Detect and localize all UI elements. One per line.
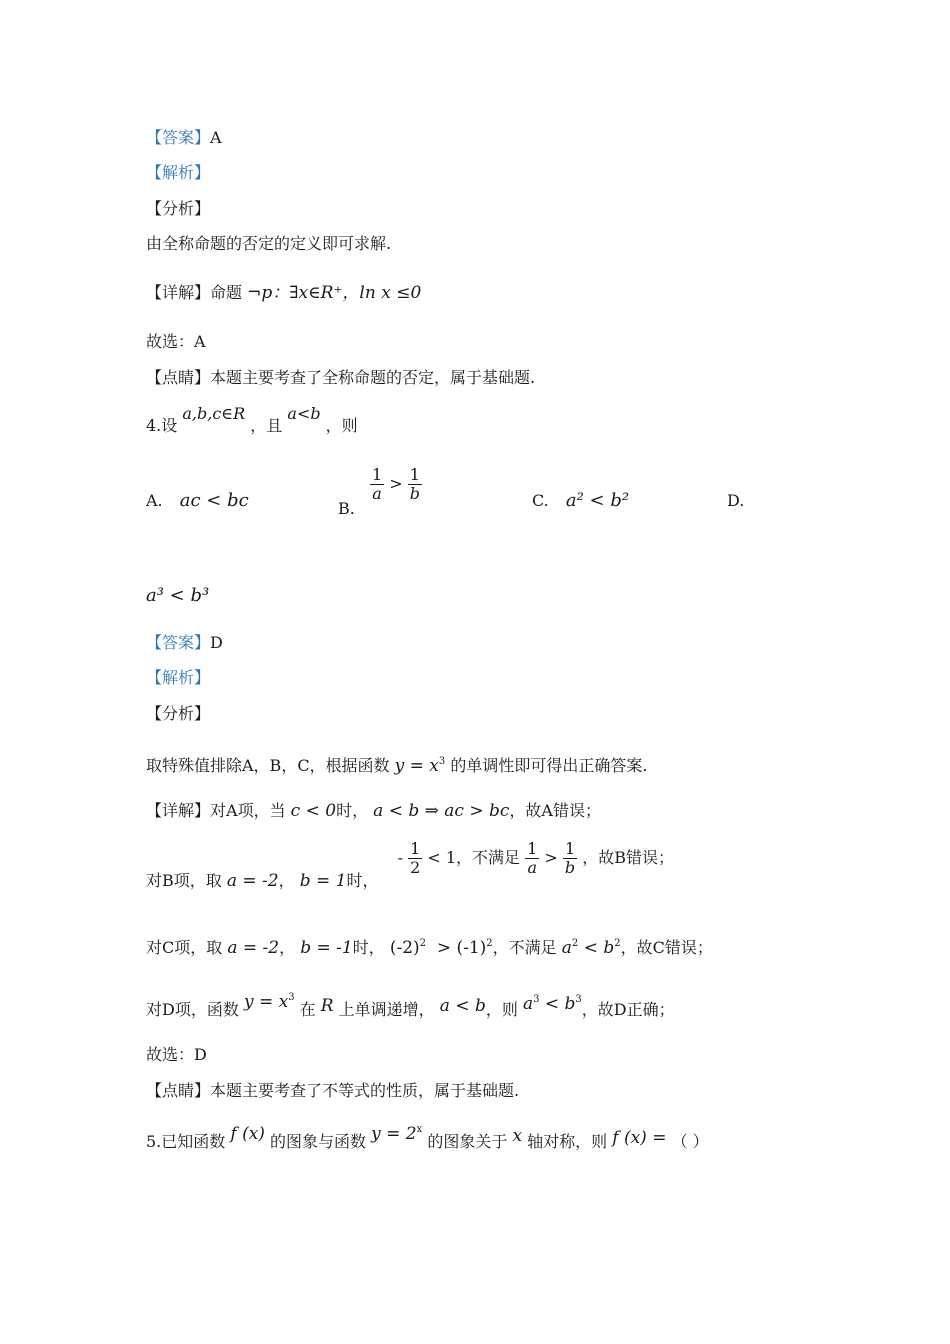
comment-tag: 【点睛】 <box>146 368 211 387</box>
option-b-frac-right: $\frac{1}{b}$ <box>409 465 420 503</box>
detail-b-line: 对B项，取 a = -2， b = 1时， - $\frac{1}{2}$ < 1，不满足 $\frac{1}{a}$ > $\frac{1}{b}$ ，故B错误； <box>146 839 675 891</box>
detail-a-line: 【详解】对A项，当 c < 0时， a < b ⇒ ac > bc，故A错误； <box>146 801 601 821</box>
q4-stem <box>146 404 358 436</box>
option-c <box>532 491 629 511</box>
detail-c-line: 对C项，取 a = -2， b = -1时， $(-2)^2 > (-1)^2$，不满足 $a^2 < b^2$，故C错误； <box>146 938 713 958</box>
choose-line-q3: 故选：A <box>146 332 206 351</box>
answer-tag: 【答案】 <box>146 128 211 147</box>
answer-value: D <box>210 633 223 652</box>
option-b-frac-left: $\frac{1}{a}$ <box>371 465 383 503</box>
comment-line-q3 <box>146 368 535 388</box>
detail-text: 命题 <box>210 283 243 302</box>
q4-prefix: 4.设 <box>146 416 178 435</box>
option-b-gt: > <box>389 474 403 493</box>
q4-mid: ，且 <box>250 416 283 435</box>
answer-line-q3 <box>146 128 222 148</box>
answer-line-q4 <box>146 633 223 653</box>
answer-value: A <box>210 128 222 147</box>
detail-tag: 【详解】 <box>146 283 211 302</box>
detail-tag-q4: 【详解】 <box>146 801 211 820</box>
detail-line-q3 <box>146 283 421 303</box>
option-d-label: D. <box>727 491 745 510</box>
choose-line-q4: 故选：D <box>146 1045 207 1064</box>
detail-math: ¬p：∃x∈R⁺，ln x ≤0 <box>247 283 422 303</box>
func-expr: $y = x^3$ <box>394 756 446 776</box>
option-c-expr: a² < b² <box>565 490 630 511</box>
q4-cond2: a<b <box>287 404 321 423</box>
q4-suffix: ，则 <box>325 416 358 435</box>
analysis-tag-q4: 【解析】 <box>146 668 211 687</box>
option-c-label: C. <box>532 491 549 510</box>
option-a-expr: ac < bc <box>179 490 249 511</box>
option-b <box>338 465 422 518</box>
fenxi-line-q4: 取特殊值排除A，B，C，根据函数 $y = x^3$ 的单调性即可得出正确答案. <box>146 756 648 776</box>
detail-d-line: 对D项，函数 $y = x^3$ 在 R 上单调递增， a < b，则 $a^3 < b^3$，故D正确； <box>146 992 675 1019</box>
answer-tag: 【答案】 <box>146 633 211 652</box>
option-b-label: B. <box>338 499 355 518</box>
fenxi-tag: 【分析】 <box>146 199 211 218</box>
fenxi-tag-q4: 【分析】 <box>146 704 211 723</box>
analysis-tag: 【解析】 <box>146 163 211 182</box>
comment-line-q4: 【点睛】本题主要考查了不等式的性质，属于基础题. <box>146 1081 520 1100</box>
fenxi-text: 由全称命题的否定的定义即可求解. <box>146 234 392 253</box>
option-d-expr: a³ < b³ <box>146 585 210 606</box>
q5-stem: 5.已知函数 f (x) 的图象与函数 $y = 2^x$ 的图象关于 x 轴对称，则 f (x) = （ ） <box>146 1124 709 1151</box>
option-a <box>146 491 249 511</box>
q4-cond1: a,b,c∈R <box>182 404 246 423</box>
option-a-label: A. <box>146 491 163 510</box>
comment-text: 本题主要考查了全称命题的否定，属于基础题. <box>210 368 536 387</box>
